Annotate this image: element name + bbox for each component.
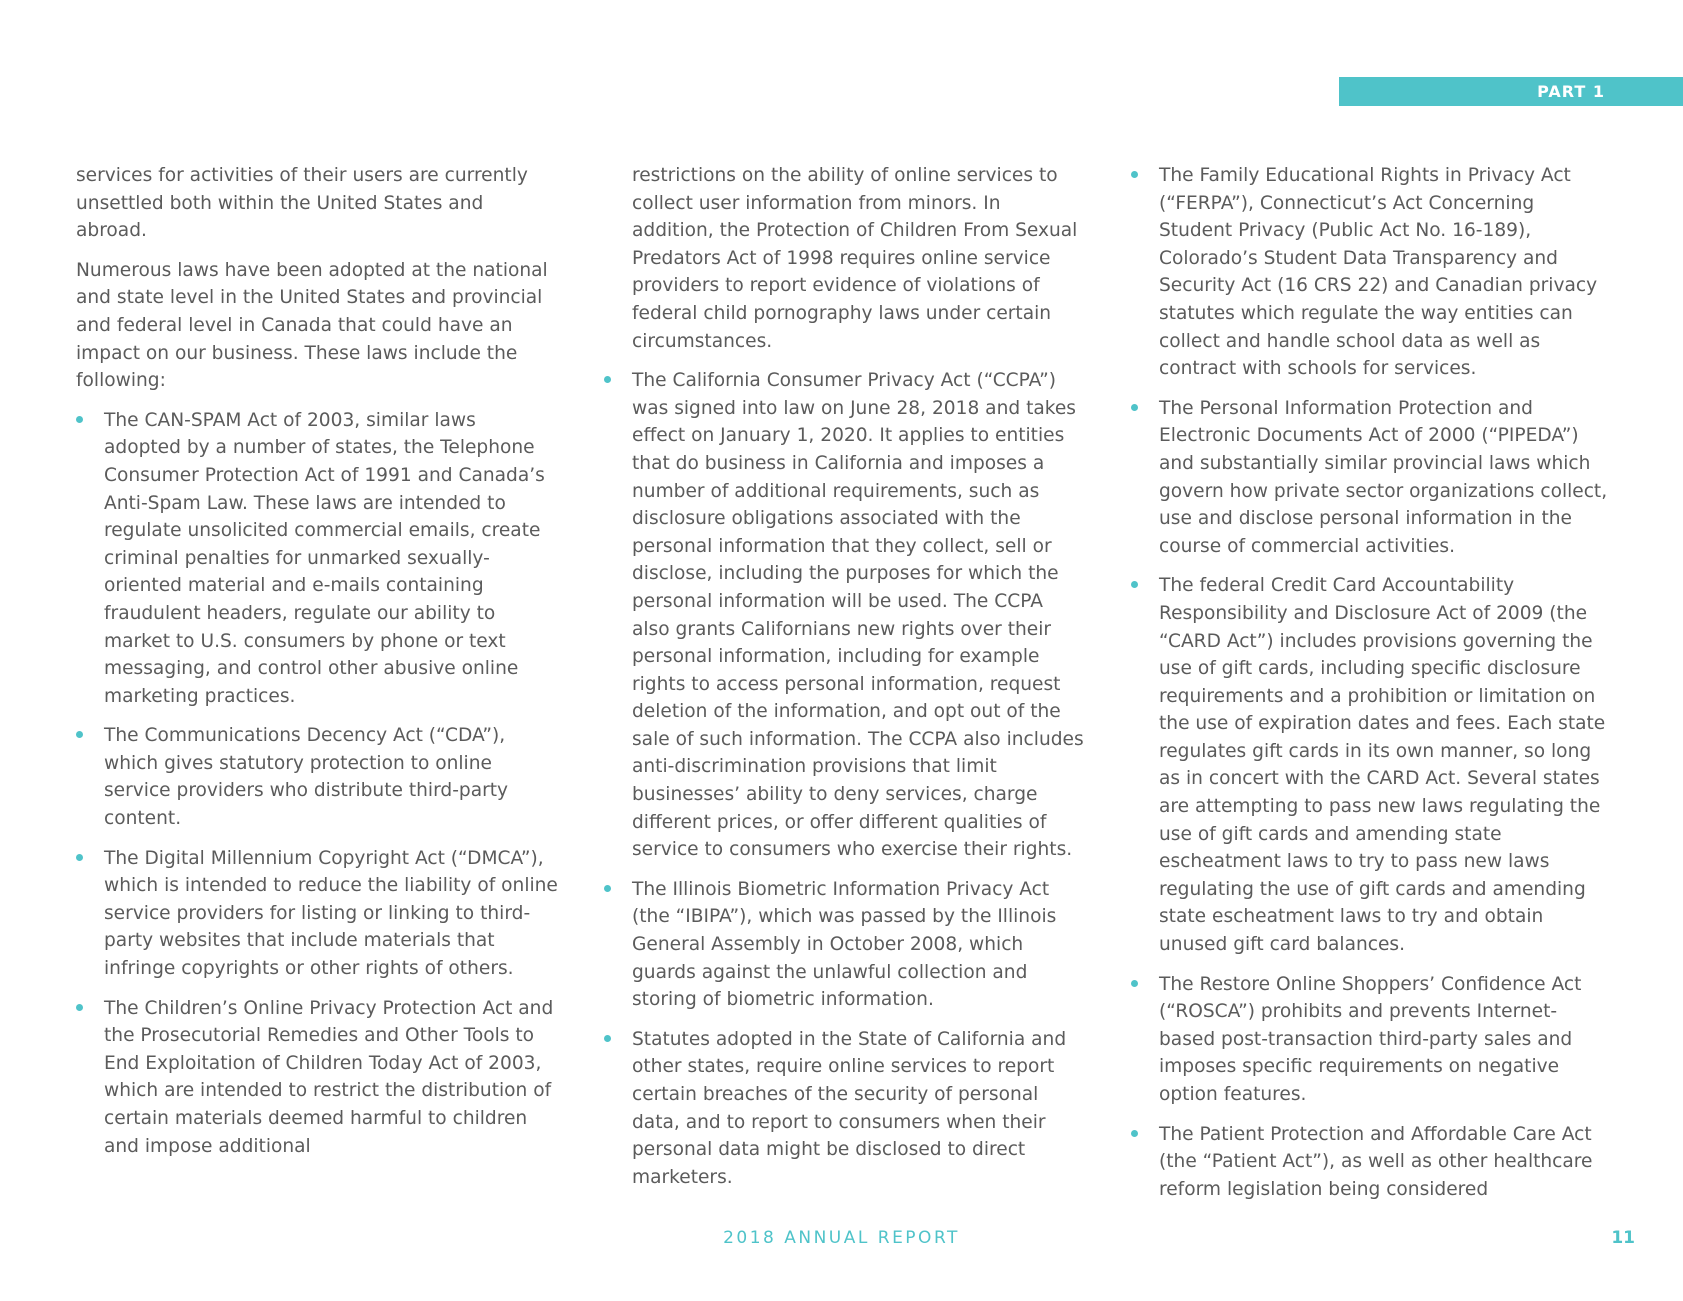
- bullet-icon: [1131, 171, 1138, 178]
- bullet-icon: [76, 854, 83, 861]
- bullet-icon: [604, 885, 611, 892]
- list-item: [604, 876, 1086, 1014]
- list-item-text: The Restore Online Shoppers’ Confidence Act (“ROSCA”) prohibits and prevents Internet-based post-transaction third-party sales and imposes specific requirements on negative option features.: [1159, 973, 1582, 1105]
- bullet-icon: [76, 1004, 83, 1011]
- list-item-text: The Digital Millennium Copyright Act (“DMCA”), which is intended to reduce the liability of online service providers for listing or linking to third-party websites that include materials that infringe copyrights or other rights of others.: [104, 847, 558, 980]
- list-item: [604, 1026, 1086, 1192]
- list-item-text: restrictions on the ability of online services to collect user information from minors. In addition, the Protection of Children From Sexual Predators Act of 1998 requires online service providers to report evidence of violations of federal child pornography laws under certain circumstances.: [632, 165, 1078, 352]
- bullet-list: [604, 162, 1086, 1191]
- bullet-icon: [1131, 1130, 1138, 1137]
- column-3: [1131, 162, 1613, 1215]
- column-2: [604, 162, 1086, 1203]
- paragraph: services for activities of their users are currently unsettled both within the United States and abroad.: [76, 165, 528, 242]
- list-item-text: The California Consumer Privacy Act (“CCPA”) was signed into law on June 28, 2018 and takes effect on January 1, 2020. It applies to entities that do business in California and imposes a number of additional requirements, such as disclosure obligations associated with the personal information that they collect, sell or disclose, including the purposes for which the personal information will be used. The CCPA also grants Californians new rights over their personal information, including for example rights to access personal information, request deletion of the information, and opt out of the sale of such information. The CCPA also includes anti-discrimination provisions that limit businesses’ ability to deny services, charge different prices, or offer different qualities of service to consumers who exercise their rights.: [632, 370, 1084, 861]
- list-item-text: Statutes adopted in the State of California and other states, require online services to report certain breaches of the security of personal data, and to report to consumers when their personal data might be disclosed to direct marketers.: [632, 1028, 1067, 1188]
- list-item: [1131, 162, 1613, 383]
- bullet-icon: [604, 376, 611, 383]
- list-item: [76, 407, 558, 711]
- list-item-text: The Personal Information Protection and Electronic Documents Act of 2000 (“PIPEDA”) and substantially similar provincial laws which govern how private sector organizations collect, use and disclose personal information in the course of commercial activities.: [1159, 397, 1608, 557]
- footer-report-title: 2018 ANNUAL REPORT: [723, 1228, 960, 1248]
- list-item: [76, 995, 558, 1161]
- list-item: [1131, 395, 1613, 561]
- list-item-text: The CAN-SPAM Act of 2003, similar laws adopted by a number of states, the Telephone Consumer Protection Act of 1991 and Canada’s Anti-Spam Law. These laws are intended to regulate unsolicited commercial emails, create criminal penalties for unmarked sexually-oriented material and e-mails containing fraudulent headers, regulate our ability to market to U.S. consumers by phone or text messaging, and control other abusive online marketing practices.: [104, 409, 545, 707]
- list-item-text: The Family Educational Rights in Privacy Act (“FERPA”), Connecticut’s Act Concerning Student Privacy (Public Act No. 16-189), Colorado’s Student Data Transparency and Security Act (16 CRS 22) and Canadian privacy statutes which regulate the way entities can collect and handle school data as well as contract with schools for services.: [1159, 165, 1598, 380]
- part-label: PART 1: [1537, 82, 1605, 101]
- bullet-list: [76, 407, 558, 1160]
- bullet-icon: [76, 416, 83, 423]
- column-1: [76, 162, 558, 1172]
- bullet-icon: [604, 1035, 611, 1042]
- bullet-icon: [1131, 581, 1138, 588]
- list-item: [1131, 572, 1613, 958]
- paragraph: Numerous laws have been adopted at the national and state level in the United States and provincial and federal level in Canada that could have an impact on our business. These laws include the following:: [76, 259, 548, 392]
- list-item: [76, 845, 558, 983]
- list-item-text: The Patient Protection and Affordable Care Act (the “Patient Act”), as well as other healthcare reform legislation being considered: [1159, 1123, 1593, 1200]
- list-item-text: The federal Credit Card Accountability Responsibility and Disclosure Act of 2009 (the “CARD Act”) includes provisions governing the use of gift cards, including specific disclosure requirements and a prohibition or limitation on the use of expiration dates and fees. Each state regulates gift cards in its own manner, so long as in concert with the CARD Act. Several states are attempting to pass new laws regulating the use of gift cards and amending state escheatment laws to try to pass new laws regulating the use of gift cards and amending state escheatment laws to try and obtain unused gift card balances.: [1159, 575, 1606, 956]
- bullet-icon: [1131, 980, 1138, 987]
- list-item: [76, 722, 558, 832]
- bullet-list: [1131, 162, 1613, 1203]
- bullet-icon: [76, 731, 83, 738]
- list-item-text: The Illinois Biometric Information Privacy Act (the “IBIPA”), which was passed by the Illinois General Assembly in October 2008, which guards against the unlawful collection and storing of biometric information.: [632, 878, 1057, 1011]
- list-item: [604, 367, 1086, 864]
- list-item: [1131, 1121, 1613, 1204]
- list-item-text: The Communications Decency Act (“CDA”), which gives statutory protection to online service providers who distribute third-party content.: [104, 725, 509, 830]
- list-item: [1131, 971, 1613, 1109]
- page-number: 11: [1611, 1228, 1635, 1248]
- bullet-icon: [1131, 404, 1138, 411]
- part-tab: [1339, 77, 1683, 106]
- list-item-text: The Children’s Online Privacy Protection Act and the Prosecutorial Remedies and Other Tools to End Exploitation of Children Today Act of 2003, which are intended to restrict the distribution of certain materials deemed harmful to children and impose additional: [104, 997, 554, 1157]
- list-item-continued: [604, 162, 1086, 355]
